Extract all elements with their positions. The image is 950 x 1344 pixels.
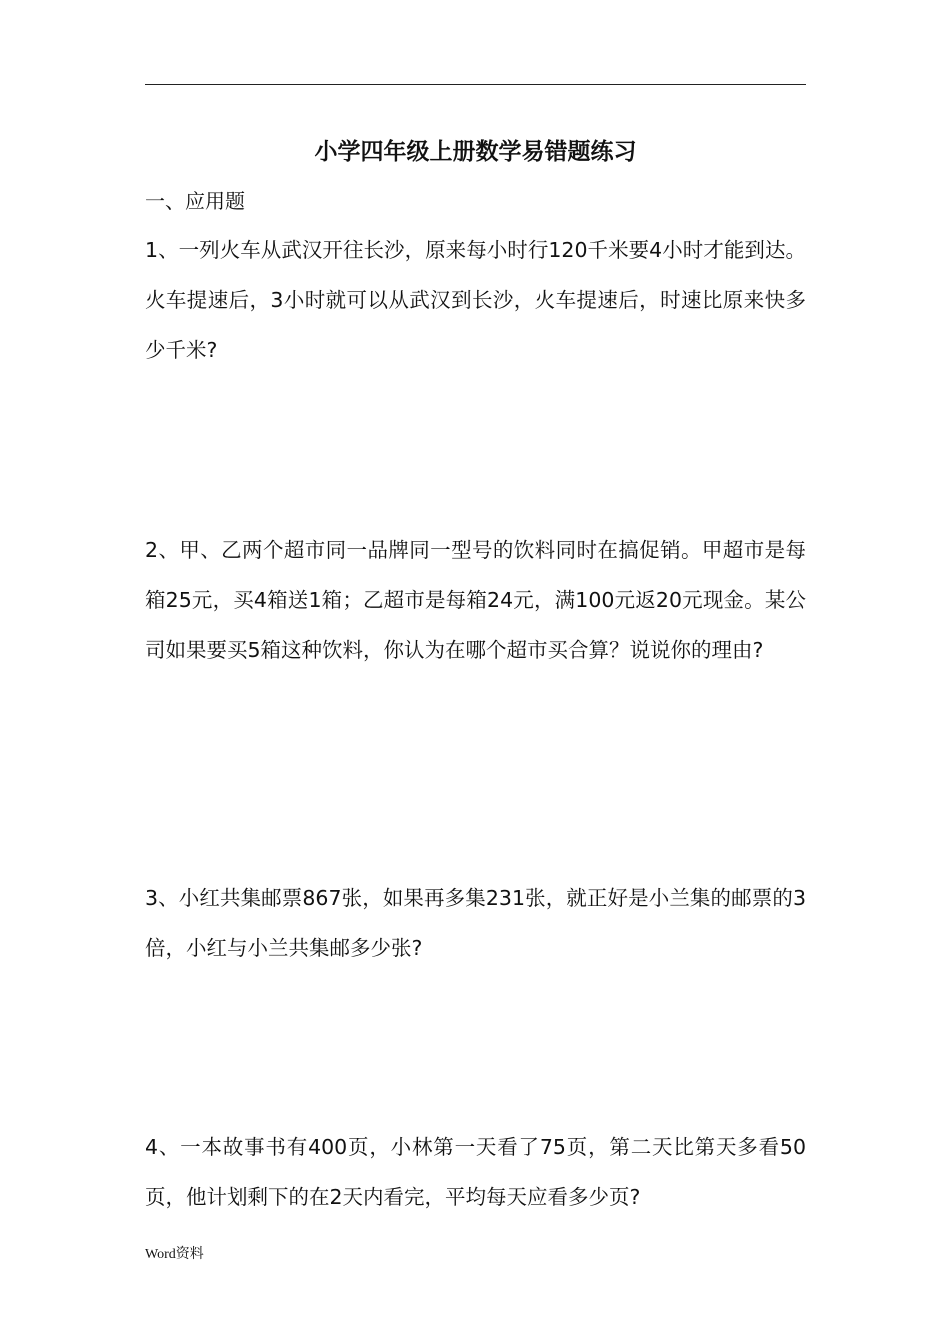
section-heading: 一、应用题	[145, 189, 245, 213]
question-3: 3、小红共集邮票867张，如果再多集231张，就正好是小兰集的邮票的3倍，小红与小兰共集邮多少张?	[145, 886, 806, 960]
page-footer: Word资料	[145, 1247, 204, 1262]
document-title: 小学四年级上册数学易错题练习	[314, 139, 637, 165]
question-4: 4、一本故事书有400页，小林第一天看了75页，第二天比第天多看50页，他计划剩下的在2天内看完，平均每天应看多少页?	[145, 1135, 806, 1209]
question-1: 1、一列火车从武汉开往长沙，原来每小时行120千米要4小时才能到达。火车提速后，3小时就可以从武汉到长沙，火车提速后，时速比原来快多少千米?	[145, 238, 806, 362]
question-2: 2、甲、乙两个超市同一品牌同一型号的饮料同时在搞促销。甲超市是每箱25元，买4箱送1箱；乙超市是每箱24元，满100元返20元现金。某公司如果要买5箱这种饮料，你认为在哪个超市买合算？说说你的理由?	[145, 538, 806, 662]
header-rule	[145, 84, 806, 85]
